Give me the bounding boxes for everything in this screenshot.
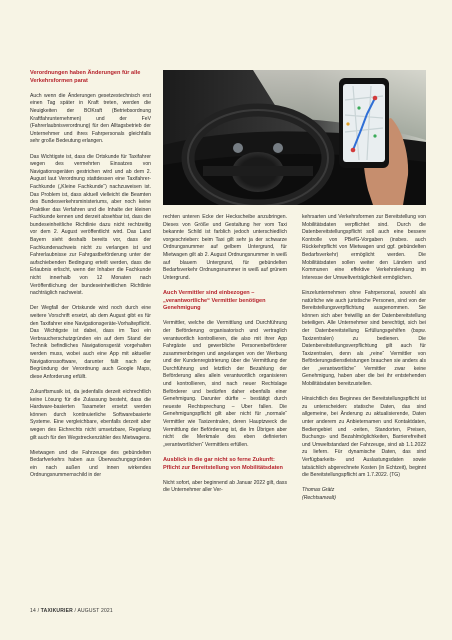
section-heading: Verordnungen haben Änderungen für alle Verkehrsformen parat (30, 70, 141, 84)
paragraph: rechten unteren Ecke der Heckscheibe anzubringen. Dieses von Größe und Gestaltung her vom Taxi bekannte Schild ist farblich jedoch unterschiedlich vorgeschrieben: beim Taxi gilt sehr ja der schwarze Ordnungsnummer auf gelbem Untergrund, für Mietwagen gilt ab 2. August Ordnungsnummer in weiß auf blauem Untergrund, für gebündelten Bedarfsverkehr Ordnungsnummer in weiß auf grünem Untergrund. (163, 214, 287, 281)
section-heading: Ausblick in die gar nicht so ferne Zukunft: Pflicht zur Bereitstellung von Mobilitätsdaten (163, 457, 283, 471)
author-role: (Rechtsanwalt) (302, 494, 336, 501)
paragraph: Zukunftsmusik ist, da jedenfalls derzeit eichrechtlich keine Lösung für die Zulassung besteht, dass die Hardware-basierten Taxameter ersetzt werden können durch kontinuierliche Softwarebasierte Systeme. Eine vergleichbare, ebenfalls derzeit aber wegen des Eichrechts nicht umsetzbare, Regelung gilt auch für den Wegstreckenzähler des Mietwagens. (30, 388, 151, 441)
paragraph: Das Wichtigste ist, dass die Ortskunde für Taxifahrer wegen des vermehrten Einsatzes von Navigationsgeräten gestrichen wird und ab dem 2. August laut Verordnung stattdessen eine Taxifahrer-Fachkunde („Kleine Fachkunde“) nachzuweisen ist. Das Problem ist, dass aktuell vielleicht die Beamten des Bundesverkehrsministeriums, aber noch keine Praktiker das Verfahren und die Inhalte der kleinen Fachkunde kennen und derzeit absehbar ist, dass die bundeseinheitliche Richtlinie dazu nicht rechtzeitig vor dem 2. August veröffentlicht wird. Das Land Bayern sieht deshalb bereits vor, dass der Fachkundenachweis nicht zu verlangen ist und Fahrerlaubnisse zur Fahrgastbeförderung unter der aufschiebenden Bedingung erteilt werden, dass die Erlaubnis erlischt, wenn der Inhaber die Fachkunde nicht innerhalb von 12 Monaten nach Veröffentlichung der bundeseinheitlichen Richtlinie nachträglich nachweist. (30, 153, 151, 297)
smartphone-icon (339, 78, 389, 168)
author-signature (302, 487, 426, 502)
paragraph: Vermittler, welche die Vermittlung und Durchführung der Beförderung organisatorisch und vertraglich verantwortlich kontrollieren, die also mit ihrer App Fahrgäste und gewerbliche Personenbeförderer zusammenbringen und angelangen von der Werbung und der Kundenregistrierung über die Vermittlung der Durchführung und letztlich der Bezahlung der Beförderung alles allein verantwortlich organisieren und kontrollieren, sind nach neuer Rechtslage Beförderer und bedürfen daher ebenfalls einer Genehmigung. Darunter dürfte – bestätigt durch neueste Rechtsprechung – Uber fallen. Die Genehmigungspflicht gilt aber nicht für „normale“ Vermittler wie Taxizentralen, deren Hauptzweck die Vermittlung der Beförderung ist, die Im Übrigen aber nicht die Merkmale des eben definierten „verantwortlichen“ Vermittlers erfüllen. (163, 320, 287, 448)
paragraph: Einzelunternehmen ohne Fahrpersonal, sowohl als natürliche wie auch juristische Personen, sind von der Bereitstellungsverpflichtung ausgenommen. Sie können sich aber freiwillig an der Datenbereitstellung beteiligen. Alle Unternehmer sind berechtigt, sich bei der Datenbereitstellung Erfüllungsgehilfen (bspw. Taxizentralen) zu bedienen. Die Datenbereitstellungsverpflichtung gilt auch für Taxizentralen, denn als „reine“ Vermittler von Beförderungsdienstleistungen brauchen sie anders als der „verantwortliche“ Vermittler zwar keine Genehmigung, haben aber die bei ihr entstehenden Mobilitätsdaten bereitzustellen. (302, 289, 426, 388)
article-column-3 (302, 214, 426, 503)
paragraph: kehrsarten und Verkehrsformen zur Bereitstellung von Mobilitätsdaten verpflichtet sind. Durch die Datenbereitstellungspflicht soll auch eine bessere Kontrolle von PBefG-Vorgaben (insbes. auch Rückkehrpflicht von Mietwagen und ggf. gebündelten Bedarfsverkehr) ermöglicht werden. Die Mobilitätsdaten sollen weiter den Ländern und Kommunen eine effektive Verkehrslenkung im Interesse der Umweltverträglichkeit ermöglichen. (302, 214, 426, 281)
article-column-2 (163, 214, 287, 495)
paragraph: Hinsichtlich des Beginnes der Bereitstellungspflicht ist zu unterscheiden: statische Daten, das sind allgemeine, bei Änderung zu aktualisierende, Daten unter anderem zu Anbieternamen und Kontaktdaten, Bediengebiet und -zeiten, Standorten, Preisen, Buchungs- und Bezahlmöglichkeiten, Barrierefreiheit und Umweltstandard der Fahrzeuge, sind ab 1.1.2022 zu liefern. Für dynamische Daten, das sind Verfügbarkeits- und Auslastungsdaten sowie tatsächlich abgerechnete Kosten (in Echtzeit), beginnt die Bereitstellungspflicht am 1.7.2022. (TG) (302, 396, 426, 479)
paragraph: Der Wegfall der Ortskunde wird noch durch eine weitere Vorschrift ersetzt, ab dem August gibt es für den Taxifahrer eine Navigationsgeräte-Vorhaltepflicht. Das Wichtigste ist dabei, dass im Taxi ein Verbraucherschutzgründen ein auf dem Stand der Technik befindliches Navigationsgerät vorgehalten werden muss, wobei auch eine App mit aktueller Navigationssoftware, darunter fällt nach der Begründung der Verordnung auch Google Maps, diese Anforderung erfüllt. (30, 305, 151, 380)
paragraph: Mietwagen und die Fahrzeuge des gebündelten Bedarfverkehrs haben aus Überwachungsgründen ein nach außen und innen wirkendes Ordnungsnummernschild in der (30, 449, 151, 479)
footer-separator: / (37, 608, 41, 614)
paragraph: Auch wenn die Änderungen gesetzestechnisch erst einen Tag später in Kraft treten, werden die Neuigkeiten der BOKraft (Betriebsordnung Kraftfahrunternehmen) und der FeV (Fahrerlaubnisverordnung) für den Alltagsbetrieb der Unternehmer und ihres Fahrpersonals gleichfalls sehr große Bedeutung erlangen. (30, 92, 151, 145)
page-number: 14 (30, 608, 36, 614)
section-heading: Auch Vermittler sind einbezogen – „verantwortliche“ Vermittler benötigen Genehmigung (163, 289, 266, 312)
issue-date: AUGUST 2021 (77, 608, 113, 614)
article-column-1 (30, 70, 151, 480)
paragraph: Nicht sofort, aber beginnend ab Januar 2022 gilt, dass die Unternehmer aller Ver- (163, 479, 287, 494)
footer-separator: / (74, 608, 78, 614)
magazine-name: TAXIKURIER (40, 608, 73, 614)
article-photo (163, 70, 426, 205)
author-name: Thomas Grätz (302, 487, 335, 494)
page-footer (30, 608, 113, 614)
